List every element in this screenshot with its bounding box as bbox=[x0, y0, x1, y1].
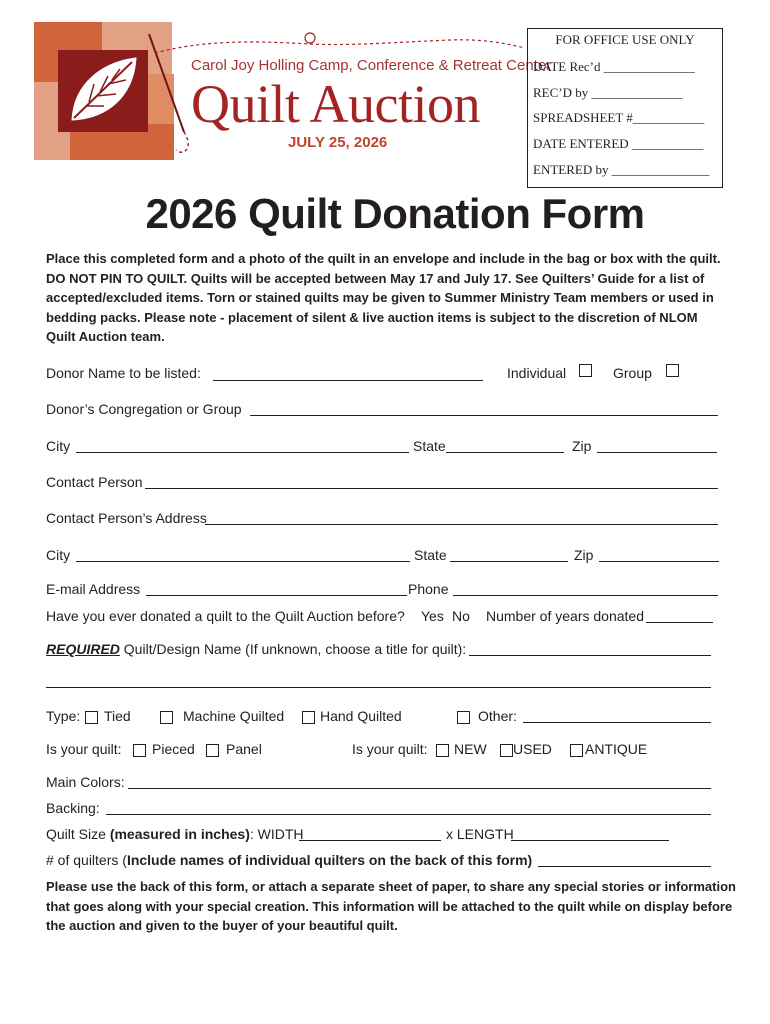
machine-quilted-checkbox[interactable] bbox=[160, 711, 173, 724]
zip-field[interactable] bbox=[599, 561, 719, 562]
type-label: Type: bbox=[46, 708, 81, 724]
stitch-thread bbox=[150, 28, 530, 58]
required-label: REQUIRED bbox=[46, 641, 120, 657]
phone-field[interactable] bbox=[453, 595, 718, 596]
main-colors-label: Main Colors: bbox=[46, 774, 125, 790]
intro-text: Place this completed form and a photo of the quilt in an envelope and include in the bag or box with the quilt. DO NOT PIN TO QUILT. Quilts will be accepted between May 17 and July 17. See Quilters’ Guide for a list of accepted/excluded items. Torn or stained quilts may be given to Summer Ministry Team members or used in bedding packs. Please note - placement of silent & live auction items is subject to the discretion of NLOM Quilt Auction team. bbox=[46, 251, 721, 344]
donor-name-field[interactable] bbox=[213, 380, 483, 381]
contact-address-label: Contact Person’s Address bbox=[46, 510, 207, 526]
city-field[interactable] bbox=[76, 561, 410, 562]
group-label: Group bbox=[613, 365, 652, 381]
office-row-spreadsheet: SPREADSHEET #___________ bbox=[533, 110, 705, 125]
hand-quilted-checkbox[interactable] bbox=[302, 711, 315, 724]
pieced-panel-label: Is your quilt: bbox=[46, 741, 122, 757]
state-field[interactable] bbox=[450, 561, 568, 562]
machine-quilted-label: Machine Quilted bbox=[183, 708, 285, 724]
design-name-label bbox=[46, 641, 466, 658]
antique-label: ANTIQUE bbox=[585, 741, 648, 757]
donated-before-label: Have you ever donated a quilt to the Quilt Auction before? bbox=[46, 608, 405, 624]
brand-title: Quilt Auction bbox=[191, 74, 480, 134]
zip-label: Zip bbox=[574, 547, 594, 563]
contact-person-label: Contact Person bbox=[46, 474, 143, 490]
office-use-title: FOR OFFICE USE ONLY bbox=[555, 32, 695, 47]
condition-label: Is your quilt: bbox=[352, 741, 428, 757]
main-colors-field[interactable] bbox=[128, 788, 711, 789]
city-label: City bbox=[46, 547, 71, 563]
quilters-text: # of quilters ( bbox=[46, 852, 127, 868]
new-label: NEW bbox=[454, 741, 487, 757]
used-label: USED bbox=[513, 741, 552, 757]
width-label: : WIDTH bbox=[249, 826, 304, 842]
length-label: x LENGTH bbox=[446, 826, 514, 842]
other-checkbox[interactable] bbox=[457, 711, 470, 724]
years-donated-field[interactable] bbox=[646, 622, 713, 623]
pieced-checkbox[interactable] bbox=[133, 744, 146, 757]
hand-quilted-label: Hand Quilted bbox=[320, 708, 402, 724]
design-name-field-line2[interactable] bbox=[46, 687, 711, 688]
email-field[interactable] bbox=[146, 595, 407, 596]
email-label: E-mail Address bbox=[46, 581, 141, 597]
congregation-field[interactable] bbox=[250, 415, 718, 416]
office-use-box bbox=[527, 28, 723, 188]
office-row-entered-by: ENTERED by _______________ bbox=[533, 162, 710, 177]
city-label: City bbox=[46, 438, 71, 454]
phone-label: Phone bbox=[408, 581, 449, 597]
quilt-size-text: Quilt Size bbox=[46, 826, 106, 842]
quilters-label bbox=[46, 852, 532, 869]
city-field[interactable] bbox=[76, 452, 409, 453]
contact-person-field[interactable] bbox=[145, 488, 718, 489]
design-name-text: Quilt/Design Name (If unknown, choose a title for quilt): bbox=[123, 641, 467, 657]
group-checkbox[interactable] bbox=[666, 364, 679, 377]
event-date: JULY 25, 2026 bbox=[288, 134, 388, 151]
office-row-recd-by: REC’D by ______________ bbox=[533, 85, 683, 100]
contact-address-field[interactable] bbox=[205, 524, 718, 525]
quilt-size-label bbox=[46, 826, 304, 843]
other-field[interactable] bbox=[523, 722, 711, 723]
donor-name-label: Donor Name to be listed: bbox=[46, 365, 201, 381]
years-donated-label: Number of years donated bbox=[486, 608, 644, 624]
state-label: State bbox=[413, 438, 446, 454]
state-field[interactable] bbox=[446, 452, 564, 453]
width-field[interactable] bbox=[299, 840, 441, 841]
zip-field[interactable] bbox=[597, 452, 717, 453]
state-label: State bbox=[414, 547, 447, 563]
quilters-field[interactable] bbox=[538, 866, 711, 867]
quilters-note: Include names of individual quilters on the back of this form) bbox=[126, 852, 533, 868]
tied-checkbox[interactable] bbox=[85, 711, 98, 724]
backing-field[interactable] bbox=[106, 814, 711, 815]
other-label: Other: bbox=[478, 708, 517, 724]
yes-option[interactable]: Yes bbox=[421, 608, 444, 624]
antique-checkbox[interactable] bbox=[570, 744, 583, 757]
used-checkbox[interactable] bbox=[500, 744, 513, 757]
no-option[interactable]: No bbox=[452, 608, 470, 624]
backing-label: Backing: bbox=[46, 800, 100, 816]
individual-checkbox[interactable] bbox=[579, 364, 592, 377]
closing-text: Please use the back of this form, or attach a separate sheet of paper, to share any special stories or information that goes along with your special creation. This information will be attached to the quilt while on display before the auction and given to the buyer of your beautiful quilt. bbox=[46, 879, 736, 933]
panel-label: Panel bbox=[226, 741, 262, 757]
zip-label: Zip bbox=[572, 438, 592, 454]
length-field[interactable] bbox=[511, 840, 669, 841]
design-name-field[interactable] bbox=[469, 655, 711, 656]
office-row-date-recd: DATE Rec’d ______________ bbox=[533, 59, 695, 74]
camp-name: Carol Joy Holling Camp, Conference & Retreat Center bbox=[191, 57, 552, 74]
congregation-label: Donor’s Congregation or Group bbox=[46, 401, 242, 417]
individual-label: Individual bbox=[507, 365, 567, 381]
office-row-date-entered: DATE ENTERED ___________ bbox=[533, 136, 704, 151]
form-title: 2026 Quilt Donation Form bbox=[145, 190, 645, 237]
measured-note: (measured in inches) bbox=[109, 826, 250, 842]
tied-label: Tied bbox=[104, 708, 131, 724]
new-checkbox[interactable] bbox=[436, 744, 449, 757]
panel-checkbox[interactable] bbox=[206, 744, 219, 757]
pieced-label: Pieced bbox=[152, 741, 195, 757]
